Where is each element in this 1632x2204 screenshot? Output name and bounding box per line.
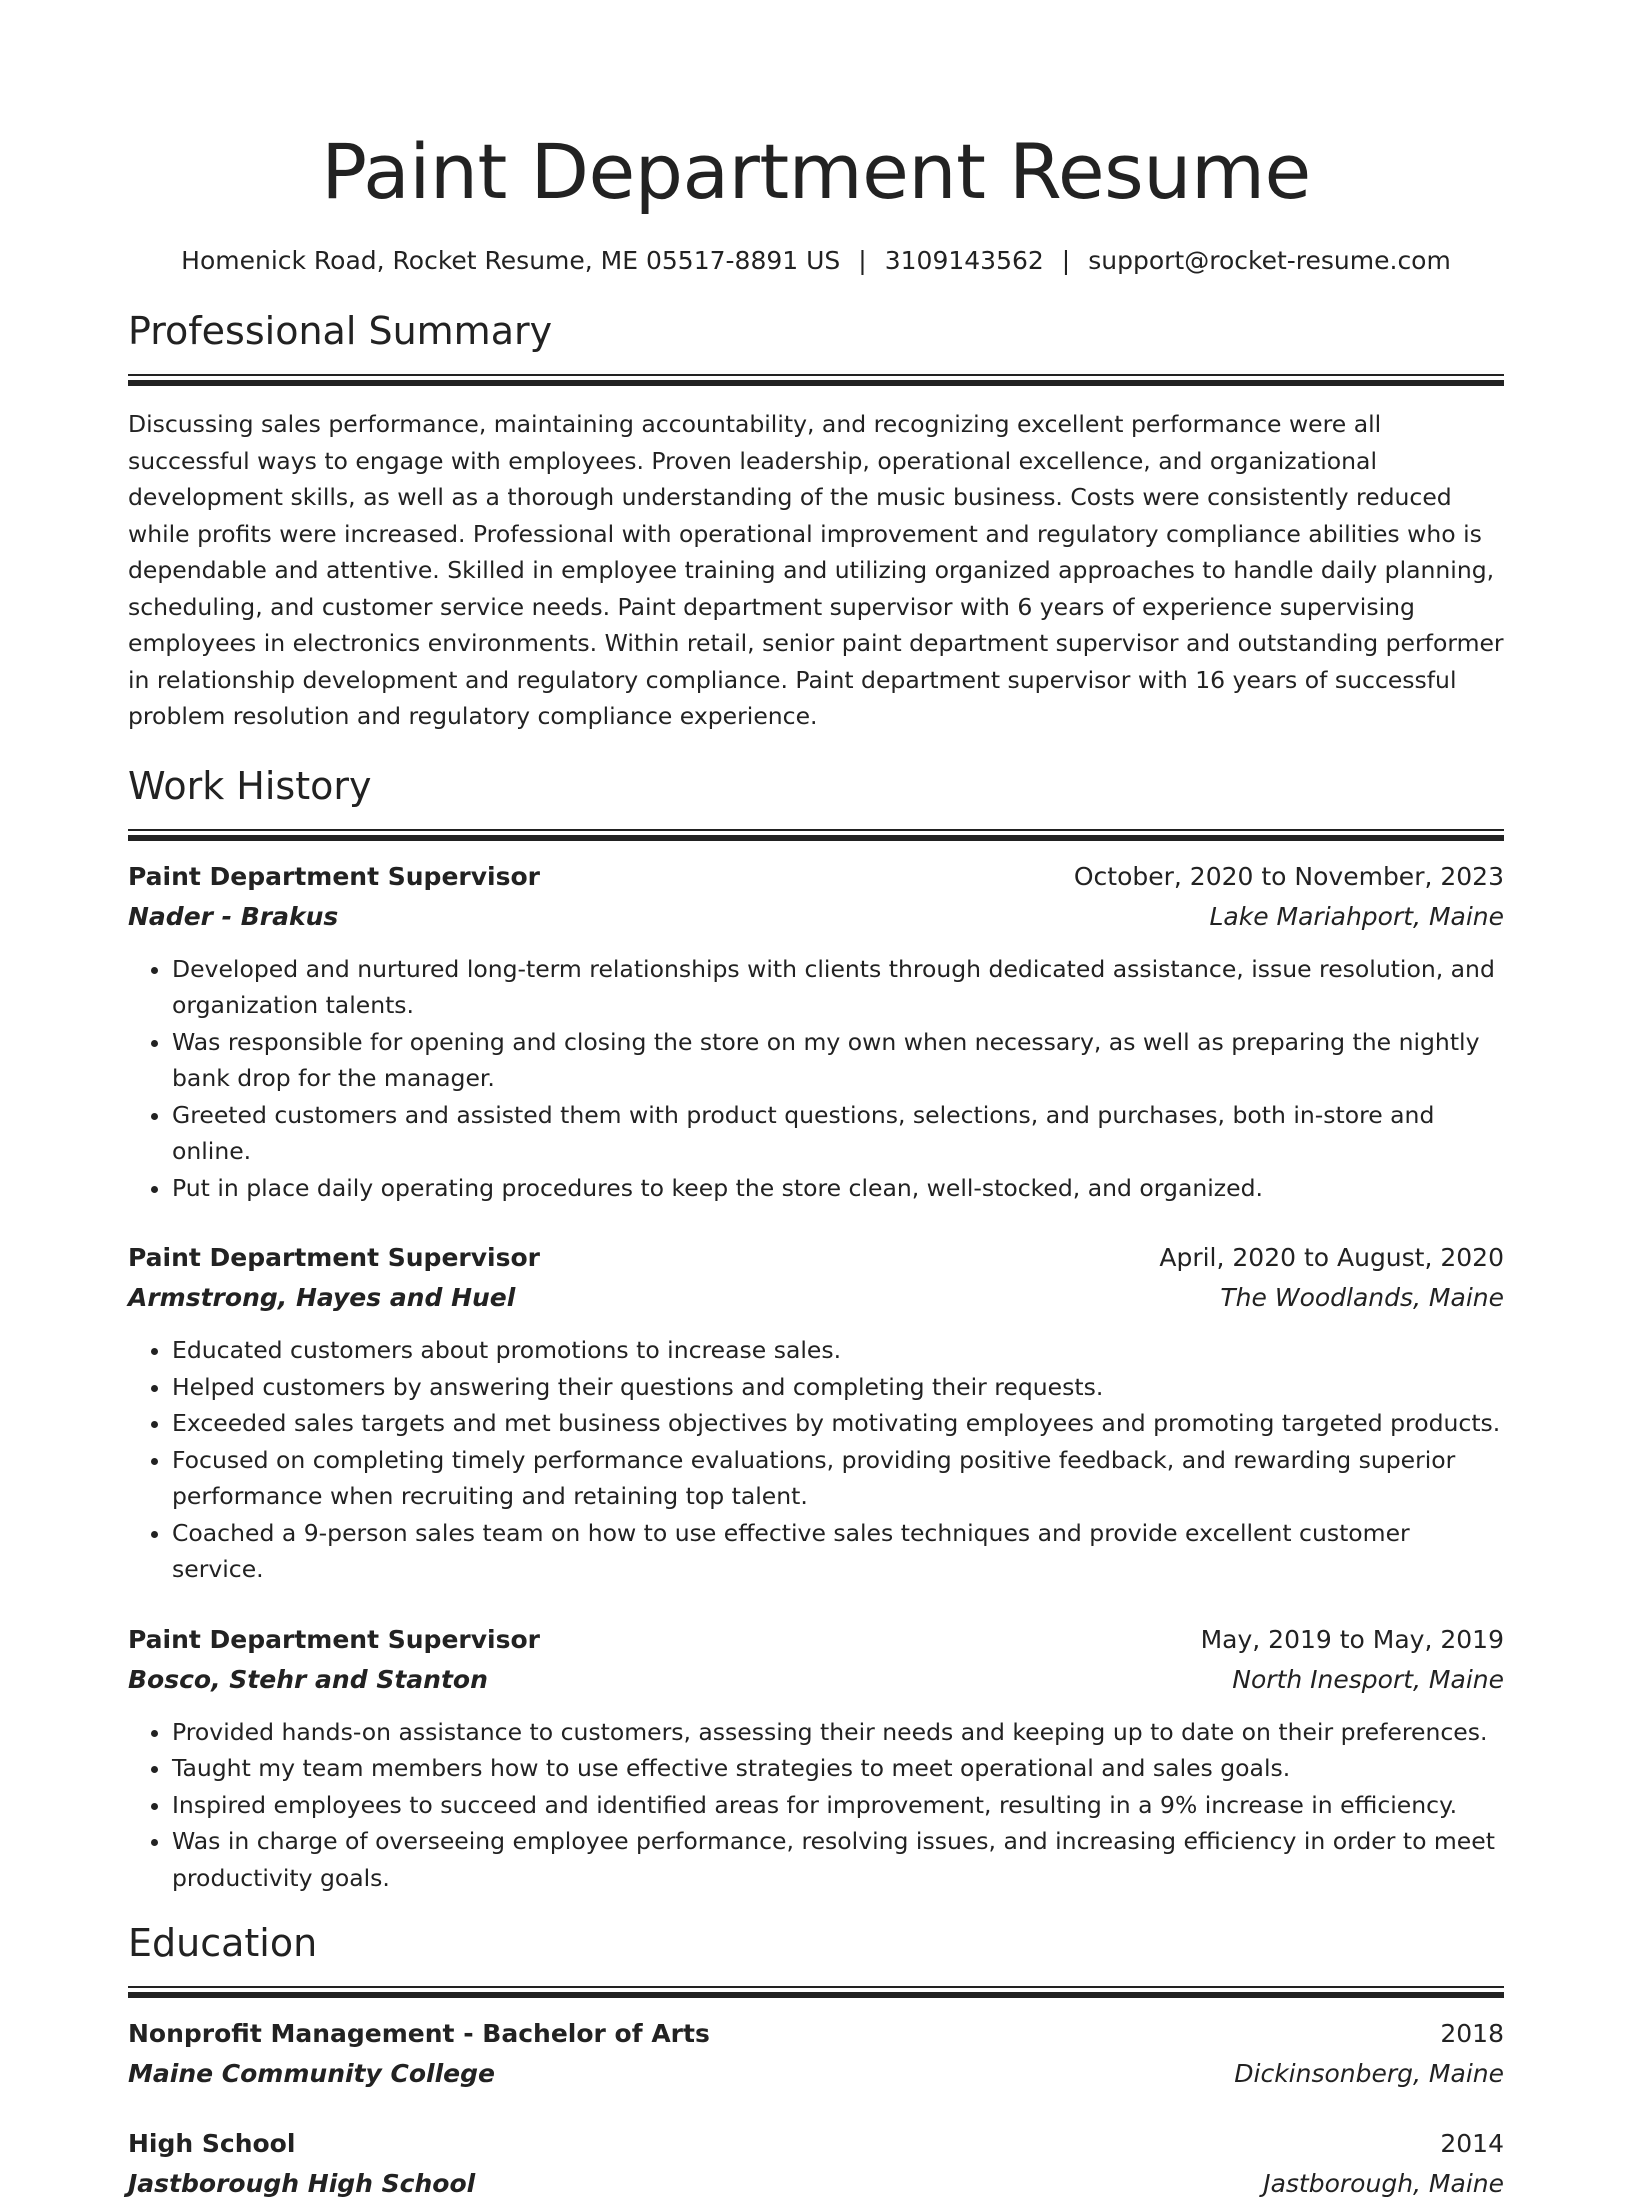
contact-email: support@rocket-resume.com <box>1088 246 1451 275</box>
education-year: 2018 <box>1440 2019 1504 2048</box>
job-bullet: • Put in place daily operating procedures to keep the store clean, well-stocked, and organized. <box>172 1170 1504 1207</box>
contact-separator: | <box>1061 246 1071 275</box>
employer-name: Armstrong, Hayes and Huel <box>128 1283 516 1312</box>
job-entry <box>128 1238 1504 1588</box>
section-title-work: Work History <box>128 763 372 808</box>
section-divider <box>128 829 1504 841</box>
job-location: The Woodlands, Maine <box>1220 1283 1504 1312</box>
section-divider <box>128 1986 1504 1998</box>
education-location: Dickinsonberg, Maine <box>1234 2059 1504 2088</box>
education-degree: High School <box>128 2129 296 2158</box>
job-bullet: • Helped customers by answering their questions and completing their requests. <box>172 1369 1504 1406</box>
employer-name: Nader - Brakus <box>128 901 339 931</box>
resume-title: Paint Department Resume <box>321 127 1311 216</box>
summary-text: Discussing sales performance, maintaining accountability, and recognizing excellent performance were all successful ways to engage with employees. Proven leadership, operational excellence, and organizational development skills, as well as a thorough understanding of the music business. Costs were consistently reduced while profits were increased. Professional with operational improvement and regulatory compliance abilities who is dependable and attentive. Skilled in employee training and utilizing organized approaches to handle daily planning, scheduling, and customer service needs. Paint department supervisor with 6 years of experience supervising employees in electronics environments. Within retail, senior paint department supervisor and outstanding performer in relationship development and regulatory compliance. Paint department supervisor with 16 years of successful problem resolution and regulatory compliance experience. <box>128 410 1504 730</box>
section-title-summary: Professional Summary <box>128 309 553 353</box>
contact-line <box>128 244 1504 278</box>
education-degree: Nonprofit Management - Bachelor of Arts <box>128 2019 710 2048</box>
job-location: North Inesport, Maine <box>1232 1664 1504 1694</box>
job-bullets <box>128 1332 1504 1588</box>
job-bullet: • Exceeded sales targets and met business objectives by motivating employees and promoting targeted products. <box>172 1405 1504 1442</box>
education-school: Jastborough High School <box>128 2169 476 2198</box>
education-school: Maine Community College <box>128 2059 495 2088</box>
summary-section <box>128 308 1504 735</box>
contact-separator: | <box>858 246 867 275</box>
job-entry <box>128 857 1504 1207</box>
education-entry <box>128 2014 1504 2094</box>
job-dates: October, 2020 to November, 2023 <box>1073 861 1504 891</box>
section-title-education: Education <box>128 1921 318 1965</box>
job-title: Paint Department Supervisor <box>128 861 540 891</box>
employer-name: Bosco, Stehr and Stanton <box>128 1664 488 1694</box>
work-section <box>128 763 1504 1897</box>
job-bullet: • Greeted customers and assisted them with product questions, selections, and purchases, both in-store and online. <box>172 1097 1504 1170</box>
education-entry <box>128 2124 1504 2204</box>
job-bullet: • Developed and nurtured long-term relationships with clients through dedicated assistance, issue resolution, and organization talents. <box>172 951 1504 1024</box>
job-dates: May, 2019 to May, 2019 <box>1200 1624 1504 1654</box>
job-bullet: • Coached a 9-person sales team on how to use effective sales techniques and provide excellent customer service. <box>172 1515 1504 1588</box>
job-bullet: • Focused on completing timely performance evaluations, providing positive feedback, and rewarding superior performance when recruiting and retaining top talent. <box>172 1442 1504 1515</box>
job-location: Lake Mariahport, Maine <box>1209 901 1504 931</box>
contact-address: Homenick Road, Rocket Resume, ME 05517-8891 US <box>181 246 841 275</box>
job-bullet: • Provided hands-on assistance to customers, assessing their needs and keeping up to date on their preferences. <box>172 1714 1504 1751</box>
job-title: Paint Department Supervisor <box>128 1624 540 1654</box>
job-entry <box>128 1620 1504 1897</box>
job-bullets <box>128 1714 1504 1897</box>
job-title: Paint Department Supervisor <box>128 1243 540 1272</box>
contact-phone: 3109143562 <box>884 246 1044 275</box>
education-section <box>128 1920 1504 2204</box>
job-bullet: • Taught my team members how to use effective strategies to meet operational and sales goals. <box>172 1750 1504 1787</box>
job-bullets <box>128 951 1504 1207</box>
job-bullet: • Inspired employees to succeed and identified areas for improvement, resulting in a 9% increase in efficiency. <box>172 1787 1504 1824</box>
job-bullet: • Educated customers about promotions to increase sales. <box>172 1332 1504 1369</box>
job-dates: April, 2020 to August, 2020 <box>1159 1243 1504 1272</box>
education-location: Jastborough, Maine <box>1263 2169 1504 2198</box>
section-divider <box>128 374 1504 386</box>
education-year: 2014 <box>1440 2129 1504 2158</box>
job-bullet: • Was responsible for opening and closing the store on my own when necessary, as well as preparing the nightly bank drop for the manager. <box>172 1024 1504 1097</box>
job-bullet: • Was in charge of overseeing employee performance, resolving issues, and increasing efficiency in order to meet productivity goals. <box>172 1823 1504 1896</box>
